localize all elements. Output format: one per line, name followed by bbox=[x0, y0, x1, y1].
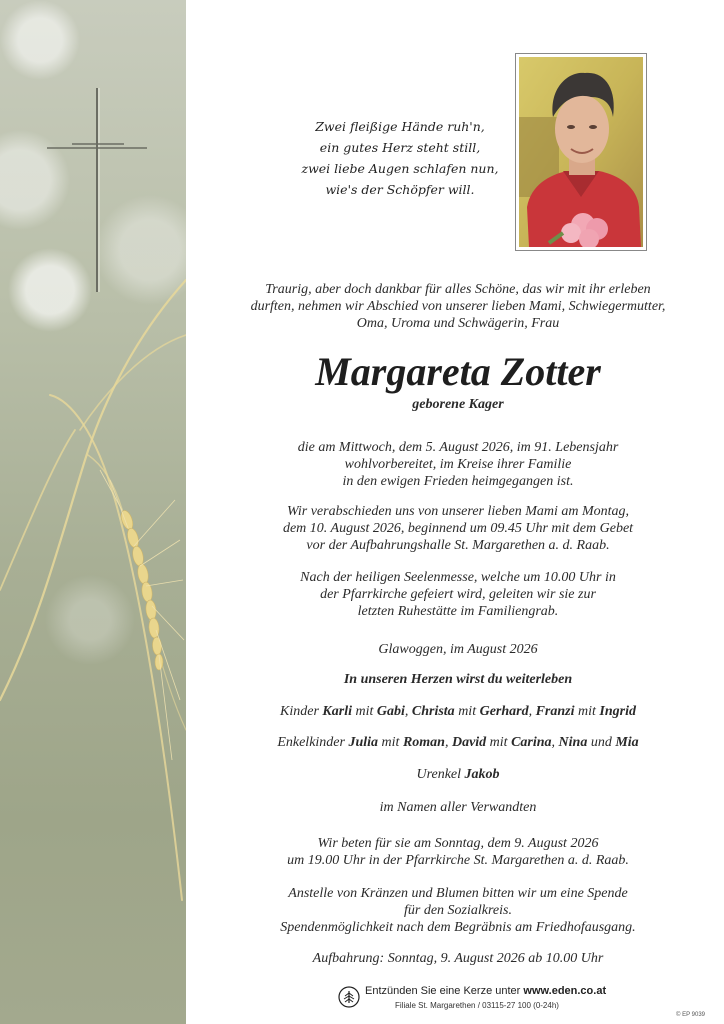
farewell-line: Wir verabschieden uns von unserer lieben Mami am Montag, bbox=[286, 504, 630, 519]
viewing-notice: Aufbahrung: Sonntag, 9. August 2026 ab 10.00 Uhr bbox=[312, 951, 604, 966]
candle-text: Entzünden Sie eine Kerze unter www.eden.co.at bbox=[365, 985, 607, 997]
great-grandchildren-label: Urenkel bbox=[416, 767, 462, 782]
quote-line: zwei liebe Augen schlafen nun, bbox=[301, 161, 499, 176]
donation-line: Spendenmöglichkeit nach dem Begräbnis am Friedhofausgang. bbox=[280, 920, 636, 935]
death-line: in den ewigen Frieden heimgegangen ist. bbox=[342, 474, 574, 489]
mass-notice bbox=[200, 569, 716, 620]
branch-info: Filiale St. Margarethen / 03115-27 100 (0-24h) bbox=[395, 1001, 559, 1010]
intro-line: Oma, Uroma und Schwägerin, Frau bbox=[356, 316, 560, 331]
intro-line: Traurig, aber doch dankbar für alles Schöne, das wir mit ihr erleben bbox=[265, 282, 651, 297]
quote-line: wie's der Schöpfer will. bbox=[325, 182, 475, 197]
maiden-name: geborene Kager bbox=[412, 397, 504, 412]
great-grandchildren-line bbox=[200, 766, 716, 783]
farewell-line: dem 10. August 2026, beginnend um 09.45 Uhr mit dem Gebet bbox=[282, 521, 634, 536]
quote-line: ein gutes Herz steht still, bbox=[319, 140, 481, 155]
farewell-notice bbox=[200, 503, 716, 554]
memorial-quote bbox=[300, 116, 500, 200]
wheat-cross-illustration bbox=[0, 0, 186, 1024]
death-line: wohlvorbereitet, im Kreise ihrer Familie bbox=[344, 457, 572, 472]
mass-line: letzten Ruhestätte im Familiengrab. bbox=[357, 604, 559, 619]
decorative-side-panel bbox=[0, 0, 186, 1024]
document-code: © EP 9039 bbox=[676, 1012, 705, 1018]
cross-icon bbox=[47, 88, 147, 292]
farewell-line: vor der Aufbahrungshalle St. Margarethen a. d. Raab. bbox=[306, 538, 610, 553]
death-notice bbox=[200, 439, 716, 490]
grandchildren-line: Enkelkinder Julia mit Roman, David mit Carina, Nina und Mia bbox=[277, 735, 639, 750]
great-grandchild-name: Jakob bbox=[464, 767, 500, 782]
wheat-ear bbox=[119, 509, 163, 670]
place-date: Glawoggen, im August 2026 bbox=[378, 642, 538, 657]
prayer-notice bbox=[200, 835, 716, 869]
website-link[interactable]: www.eden.co.at bbox=[523, 985, 607, 997]
portrait-image bbox=[519, 57, 643, 247]
footer bbox=[338, 983, 607, 1019]
wheat-stalks bbox=[0, 280, 186, 900]
prayer-line: Wir beten für sie am Sonntag, dem 9. August 2026 bbox=[317, 836, 599, 851]
deceased-name: Margareta Zotter bbox=[315, 349, 601, 394]
mass-line: der Pfarrkirche gefeiert wird, geleiten wir sie zur bbox=[320, 587, 596, 602]
intro-text bbox=[200, 281, 716, 332]
relatives-line: im Namen aller Verwandten bbox=[379, 800, 537, 815]
portrait-photo bbox=[515, 53, 647, 251]
donation-notice bbox=[200, 885, 716, 936]
children-line: Kinder Karli mit Gabi, Christa mit Gerhard, Franzi mit Ingrid bbox=[280, 704, 636, 719]
donation-line: für den Sozialkreis. bbox=[404, 903, 512, 918]
children-label: Kinder bbox=[280, 704, 319, 719]
quote-line: Zwei fleißige Hände ruh'n, bbox=[315, 119, 485, 134]
eden-tree-logo-icon bbox=[338, 986, 360, 1008]
intro-line: durften, nehmen wir Abschied von unserer lieben Mami, Schwiegermutter, bbox=[250, 299, 666, 314]
death-line: die am Mittwoch, dem 5. August 2026, im 91. Lebensjahr bbox=[297, 440, 619, 455]
hearts-line: In unseren Herzen wirst du weiterleben bbox=[343, 672, 573, 687]
mass-line: Nach der heiligen Seelenmesse, welche um 10.00 Uhr in bbox=[300, 570, 616, 585]
donation-line: Anstelle von Kränzen und Blumen bitten wir um eine Spende bbox=[288, 886, 628, 901]
prayer-line: um 19.00 Uhr in der Pfarrkirche St. Margarethen a. d. Raab. bbox=[287, 853, 629, 868]
grandchildren-label: Enkelkinder bbox=[277, 735, 345, 750]
